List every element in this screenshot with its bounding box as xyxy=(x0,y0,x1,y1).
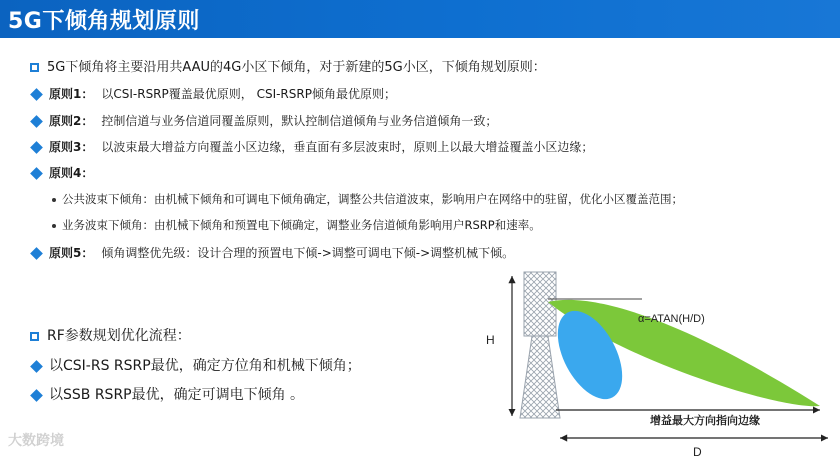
edge-direction-label: 增益最大方向指向边缘 xyxy=(650,414,760,427)
watermark xyxy=(8,430,64,450)
rule-label: 原则5： xyxy=(49,246,94,260)
subitem-text: 公共波束下倾角：由机械下倾角和可调电下倾角确定，调整公共信道波束，影响用户在网络中的驻留，优化小区覆盖范围； xyxy=(62,192,683,206)
rf-item-text: 以CSI-RS RSRP最优，确定方位角和机械下倾角； xyxy=(49,358,361,374)
rule-label: 原则4： xyxy=(49,166,94,180)
rule-text: 以波束最大增益方向覆盖小区边缘，垂直面有多层波束时，原则上以最大增益覆盖小区边缘； xyxy=(101,140,594,154)
subitem-text: 业务波束下倾角：由机械下倾角和预置电下倾确定，调整业务信道倾角影响用户RSRP和速率。 xyxy=(62,218,541,232)
rf-heading-text: RF参数规划优化流程： xyxy=(47,328,191,344)
page-title: 5G下倾角规划原则 xyxy=(8,9,200,34)
rule-label: 原则3： xyxy=(49,140,94,154)
tower-icon xyxy=(520,272,560,418)
rf-item-text: 以SSB RSRP最优，确定可调电下倾角 。 xyxy=(49,387,305,403)
rule-label: 原则2： xyxy=(49,114,94,128)
intro-text: 5G下倾角将主要沿用共AAU的4G小区下倾角，对于新建的5G小区，下倾角规划原则： xyxy=(47,60,546,75)
distance-label: D xyxy=(693,445,702,458)
rule-text: 倾角调整优先级：设计合理的预置电下倾->调整可调电下倾->调整机械下倾。 xyxy=(101,246,515,260)
tilt-formula: α=ATAN(H/D) xyxy=(638,313,705,325)
rule-label: 原则1： xyxy=(49,87,94,101)
height-label: H xyxy=(486,333,495,347)
rule-text: 控制信道与业务信道同覆盖原则，默认控制信道倾角与业务信道倾角一致； xyxy=(101,114,498,128)
rule-text: 以CSI-RSRP覆盖最优原则， CSI-RSRP倾角最优原则； xyxy=(101,87,396,101)
watermark-text: 大数跨境 xyxy=(8,433,64,449)
